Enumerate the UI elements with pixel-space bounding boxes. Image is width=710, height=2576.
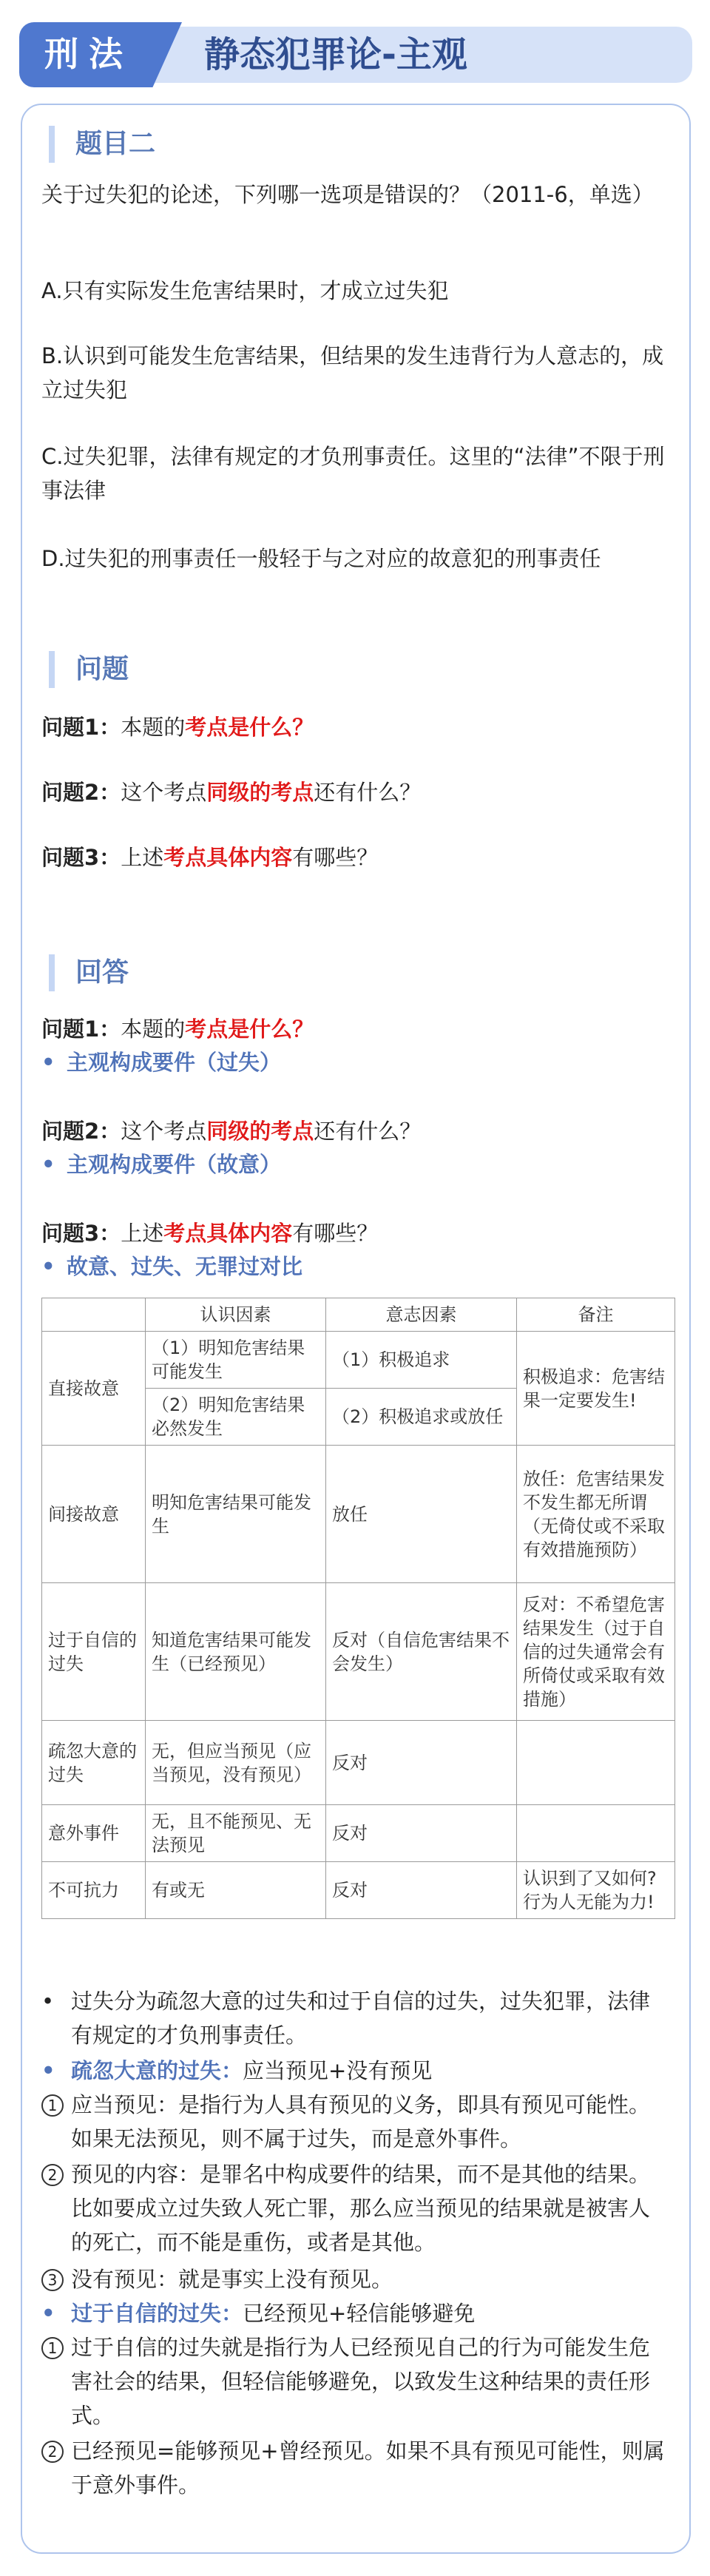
problem-2-highlight: 同级的考点: [206, 780, 314, 805]
table-cell: 知道危害结果可能发生（已经预见）: [146, 1583, 326, 1721]
answer-3-post: 有哪些？: [292, 1221, 379, 1246]
problem-3: [41, 840, 674, 874]
table-cell: 认识到了又如何?行为人无能为力!: [517, 1862, 675, 1919]
option-d: D.过失犯的刑事责任一般轻于与之对应的故意犯的刑事责任: [41, 546, 601, 571]
table-cell: （1）明知危害结果可能发生: [146, 1332, 326, 1389]
table-row: [42, 1721, 675, 1805]
table-header-will: 意志因素: [326, 1298, 517, 1332]
answer-1-highlight: 考点是什么？: [185, 1016, 314, 1042]
table-row: [42, 1332, 675, 1389]
problem-2: [41, 775, 674, 809]
answer-1-question: [41, 1012, 674, 1046]
section-title-answers: 回答: [49, 954, 129, 991]
answer-3-label: 问题3：: [41, 1221, 121, 1246]
table-cell: 反对: [326, 1721, 517, 1805]
row-label-overconfident-negligence: 过于自信的过失: [42, 1583, 146, 1721]
question-stem: 关于过失犯的论述，下列哪一选项是错误的？（2011-6，单选）: [41, 182, 654, 207]
answer-1: [41, 1046, 674, 1079]
answer-3-pre: 上述: [121, 1221, 164, 1246]
problem-3-label: 问题3：: [41, 845, 121, 870]
header-banner: [19, 22, 692, 87]
table-cell: 无，但应当预见（应当预见，没有预见）: [146, 1721, 326, 1805]
content-card: [21, 104, 691, 2554]
note-text: 过于自信的过失就是指行为人已经预见自己的行为可能发生危害社会的结果，但轻信能够避免，以致发生这种结果的责任形式。: [71, 2335, 651, 2428]
note-careless-title: 疏忽大意的过失：: [71, 2058, 243, 2083]
circled-number: 3: [41, 2269, 64, 2291]
table-row: [42, 1862, 675, 1919]
problem-1-label: 问题1：: [41, 715, 121, 740]
table-cell: 放任：危害结果发不发生都无所谓（无倚仗或不采取有效措施预防）: [517, 1446, 675, 1583]
table-cell: [517, 1805, 675, 1862]
circled-number: 2: [41, 2164, 64, 2186]
note-careless-3: [41, 2262, 674, 2296]
page-title: 静态犯罪论-主观: [204, 34, 467, 75]
answer-3-highlight: 考点具体内容: [163, 1221, 293, 1246]
note-careless-1: [41, 2088, 674, 2156]
bullet-dot: •: [41, 1989, 55, 2014]
note-careless-rest: 应当预见+没有预见: [243, 2058, 433, 2083]
table-row: [42, 1446, 675, 1583]
answer-1-pre: 本题的: [121, 1016, 186, 1042]
table-cell: 明知危害结果可能发生: [146, 1446, 326, 1583]
note-overconfident-rest: 已经预见+轻信能够避免: [243, 2301, 476, 2326]
problem-3-post: 有哪些？: [292, 845, 379, 870]
table-header-note: 备注: [517, 1298, 675, 1332]
table-cell: 有或无: [146, 1862, 326, 1919]
row-label-indirect-intent: 间接故意: [42, 1446, 146, 1583]
row-label-force-majeure: 不可抗力: [42, 1862, 146, 1919]
note-overconfident-1: [41, 2330, 674, 2432]
answer-2-label: 问题2：: [41, 1119, 121, 1144]
table-cell: （2）明知危害结果必然发生: [146, 1389, 326, 1446]
table-header-cognition: 认识因素: [146, 1298, 326, 1332]
problem-1-highlight: 考点是什么？: [185, 715, 314, 740]
row-label-careless-negligence: 疏忽大意的过失: [42, 1721, 146, 1805]
circled-number: 1: [41, 2337, 64, 2359]
note-overconfident-title: 过于自信的过失：: [71, 2301, 243, 2326]
table-cell: 反对（自信危害结果不会发生）: [326, 1583, 517, 1721]
bullet-dot: •: [41, 2058, 55, 2083]
answer-2-text: 主观构成要件（故意）: [67, 1152, 282, 1177]
problem-1: [41, 710, 674, 744]
answer-2-pre: 这个考点: [121, 1119, 207, 1144]
table-row: [42, 1583, 675, 1721]
problem-2-label: 问题2：: [41, 780, 121, 805]
answer-2-highlight: 同级的考点: [206, 1119, 314, 1144]
problem-1-pre: 本题的: [121, 715, 186, 740]
note-text: 已经预见=能够预见+曾经预见。如果不具有预见可能性，则属于意外事件。: [71, 2438, 665, 2498]
comparison-table: [41, 1298, 675, 1919]
note-text: 过失分为疏忽大意的过失和过于自信的过失，过失犯罪，法律有规定的才负刑事责任。: [71, 1989, 651, 2048]
bullet-dot: •: [41, 2301, 55, 2326]
section-title-question: 题目二: [49, 126, 155, 163]
note-text: 没有预见：就是事实上没有预见。: [71, 2267, 393, 2292]
answer-2-question: [41, 1114, 674, 1148]
circled-number: 1: [41, 2094, 64, 2117]
row-label-direct-intent: 直接故意: [42, 1332, 146, 1446]
answer-1-text: 主观构成要件（过失）: [67, 1050, 282, 1075]
table-cell: 反对: [326, 1862, 517, 1919]
row-label-accident: 意外事件: [42, 1805, 146, 1862]
note-careless-heading: [41, 2054, 674, 2088]
answer-3-text: 故意、过失、无罪过对比: [67, 1254, 303, 1279]
answer-3: [41, 1250, 674, 1283]
answer-2-post: 还有什么？: [314, 1119, 422, 1144]
table-cell: （2）积极追求或放任: [326, 1389, 517, 1446]
table-cell: 积极追求：危害结果一定要发生!: [517, 1332, 675, 1446]
problem-3-pre: 上述: [121, 845, 164, 870]
problem-3-highlight: 考点具体内容: [163, 845, 293, 870]
answer-1-label: 问题1：: [41, 1016, 121, 1042]
note-negligence-types: [41, 1984, 674, 2052]
table-cell: 无，且不能预见、无法预见: [146, 1805, 326, 1862]
answer-3-question: [41, 1216, 674, 1250]
table-cell: 放任: [326, 1446, 517, 1583]
problem-2-post: 还有什么？: [314, 780, 422, 805]
option-a: A.只有实际发生危害结果时，才成立过失犯: [41, 278, 449, 303]
section-title-problems: 问题: [49, 651, 129, 688]
bullet-dot: •: [41, 1152, 55, 1177]
table-header-blank: [42, 1298, 146, 1332]
note-overconfident-heading: [41, 2296, 674, 2330]
note-text: 应当预见：是指行为人具有预见的义务，即具有预见可能性。如果无法预见，则不属于过失，而是意外事件。: [71, 2092, 651, 2151]
problem-2-pre: 这个考点: [121, 780, 207, 805]
option-b: B.认识到可能发生危害结果，但结果的发生违背行为人意志的，成立过失犯: [41, 343, 664, 402]
table-cell: 反对: [326, 1805, 517, 1862]
table-cell: 反对：不希望危害结果发生（过于自信的过失通常会有所倚仗或采取有效措施）: [517, 1583, 675, 1721]
note-text: 预见的内容：是罪名中构成要件的结果，而不是其他的结果。比如要成立过失致人死亡罪，那么应当预见的结果就是被害人的死亡，而不能是重伤，或者是其他。: [71, 2162, 651, 2255]
bullet-dot: •: [41, 1254, 55, 1279]
option-c: C.过失犯罪，法律有规定的才负刑事责任。这里的“法律”不限于刑事法律: [41, 444, 665, 503]
note-overconfident-2: [41, 2434, 674, 2502]
answer-2: [41, 1148, 674, 1181]
circled-number: 2: [41, 2441, 64, 2463]
table-row: [42, 1805, 675, 1862]
table-cell: [517, 1721, 675, 1805]
table-cell: （1）积极追求: [326, 1332, 517, 1389]
bullet-dot: •: [41, 1050, 55, 1075]
table-header-row: [42, 1298, 675, 1332]
subject-label: 刑法: [44, 34, 133, 74]
note-careless-2: [41, 2157, 674, 2259]
